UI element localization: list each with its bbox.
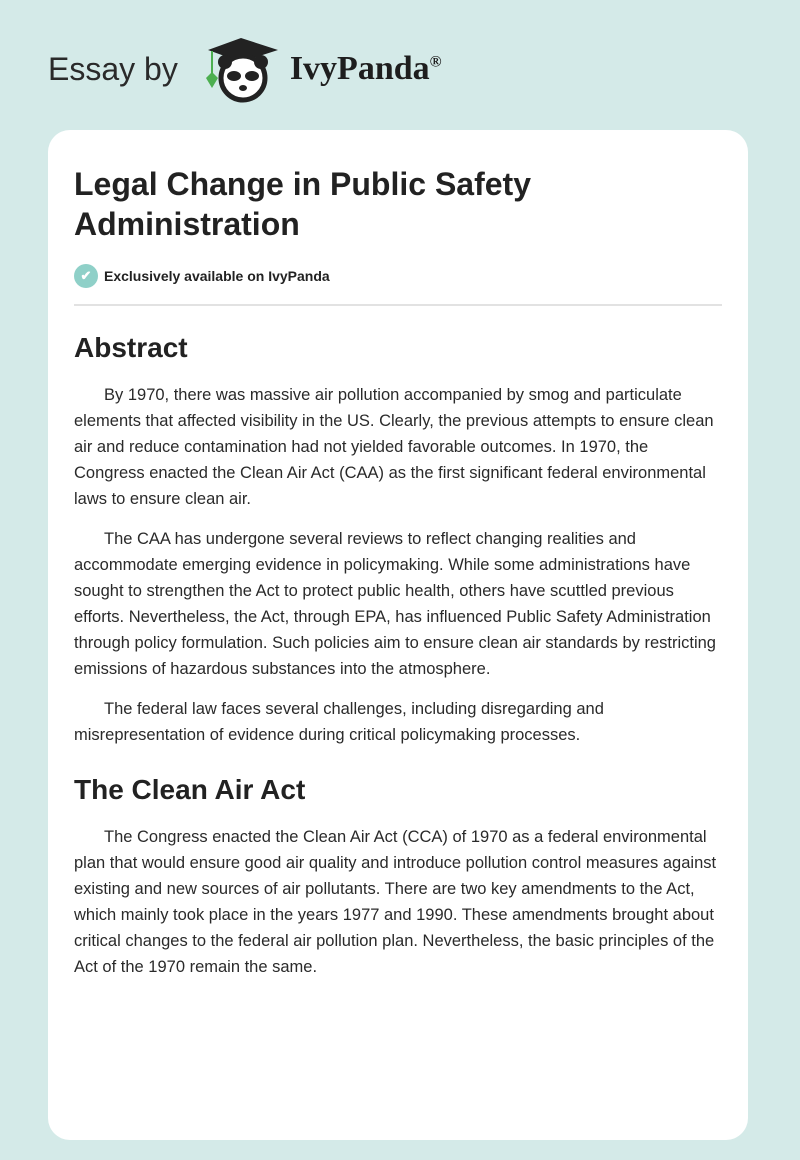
- page-title: Legal Change in Public Safety Administration: [74, 166, 531, 242]
- paragraph: By 1970, there was massive air pollution accompanied by smog and particulate elements that affected visibility in the US. Clearly, the previous attempts to ensure clean air and reduce contamination had not yielded favorable outcomes. In 1970, the Congress enacted the Clean Air Act (CAA) as the first significant federal environmental laws to ensure clean air.: [74, 386, 714, 508]
- badge-text: Exclusively available on IvyPanda: [104, 268, 330, 284]
- paragraph: The CAA has undergone several reviews to reflect changing realities and accommodate emerging evidence in policymaking. While some administrations have sought to strengthen the Act to protect public health, others have scuttled previous efforts. Nevertheless, the Act, through EPA, has influenced Public Safety Administration through policy formulation. Such policies aim to ensure clean air standards by restricting emissions of hazardous substances into the atmosphere.: [74, 530, 716, 678]
- brand-text: IvyPanda: [289, 50, 430, 87]
- site-header: [48, 34, 442, 104]
- paragraph: The federal law faces several challenges, including disregarding and misrepresentation of evidence during critical policymaking processes.: [74, 700, 604, 744]
- essay-card: [48, 130, 748, 1140]
- paragraph: The Congress enacted the Clean Air Act (CCA) of 1970 as a federal environmental plan that would ensure good air quality and introduce pollution control measures against existing and new sources of air pollutants. There are two key amendments to the Act, which mainly took place in the years 1977 and 1990. These amendments brought about critical changes to the federal air pollution plan. Nevertheless, the basic principles of the Act of the 1970 remain the same.: [74, 828, 717, 976]
- brand-name[interactable]: [290, 50, 442, 88]
- section-heading: The Clean Air Act: [74, 774, 306, 805]
- exclusive-badge: [74, 264, 722, 288]
- section-heading: Abstract: [74, 332, 188, 363]
- essay-by-label: Essay by: [48, 50, 178, 87]
- registered-mark: ®: [429, 53, 442, 71]
- divider: [74, 304, 722, 306]
- check-icon: ✔: [74, 264, 98, 288]
- ivypanda-logo-icon[interactable]: [198, 34, 284, 104]
